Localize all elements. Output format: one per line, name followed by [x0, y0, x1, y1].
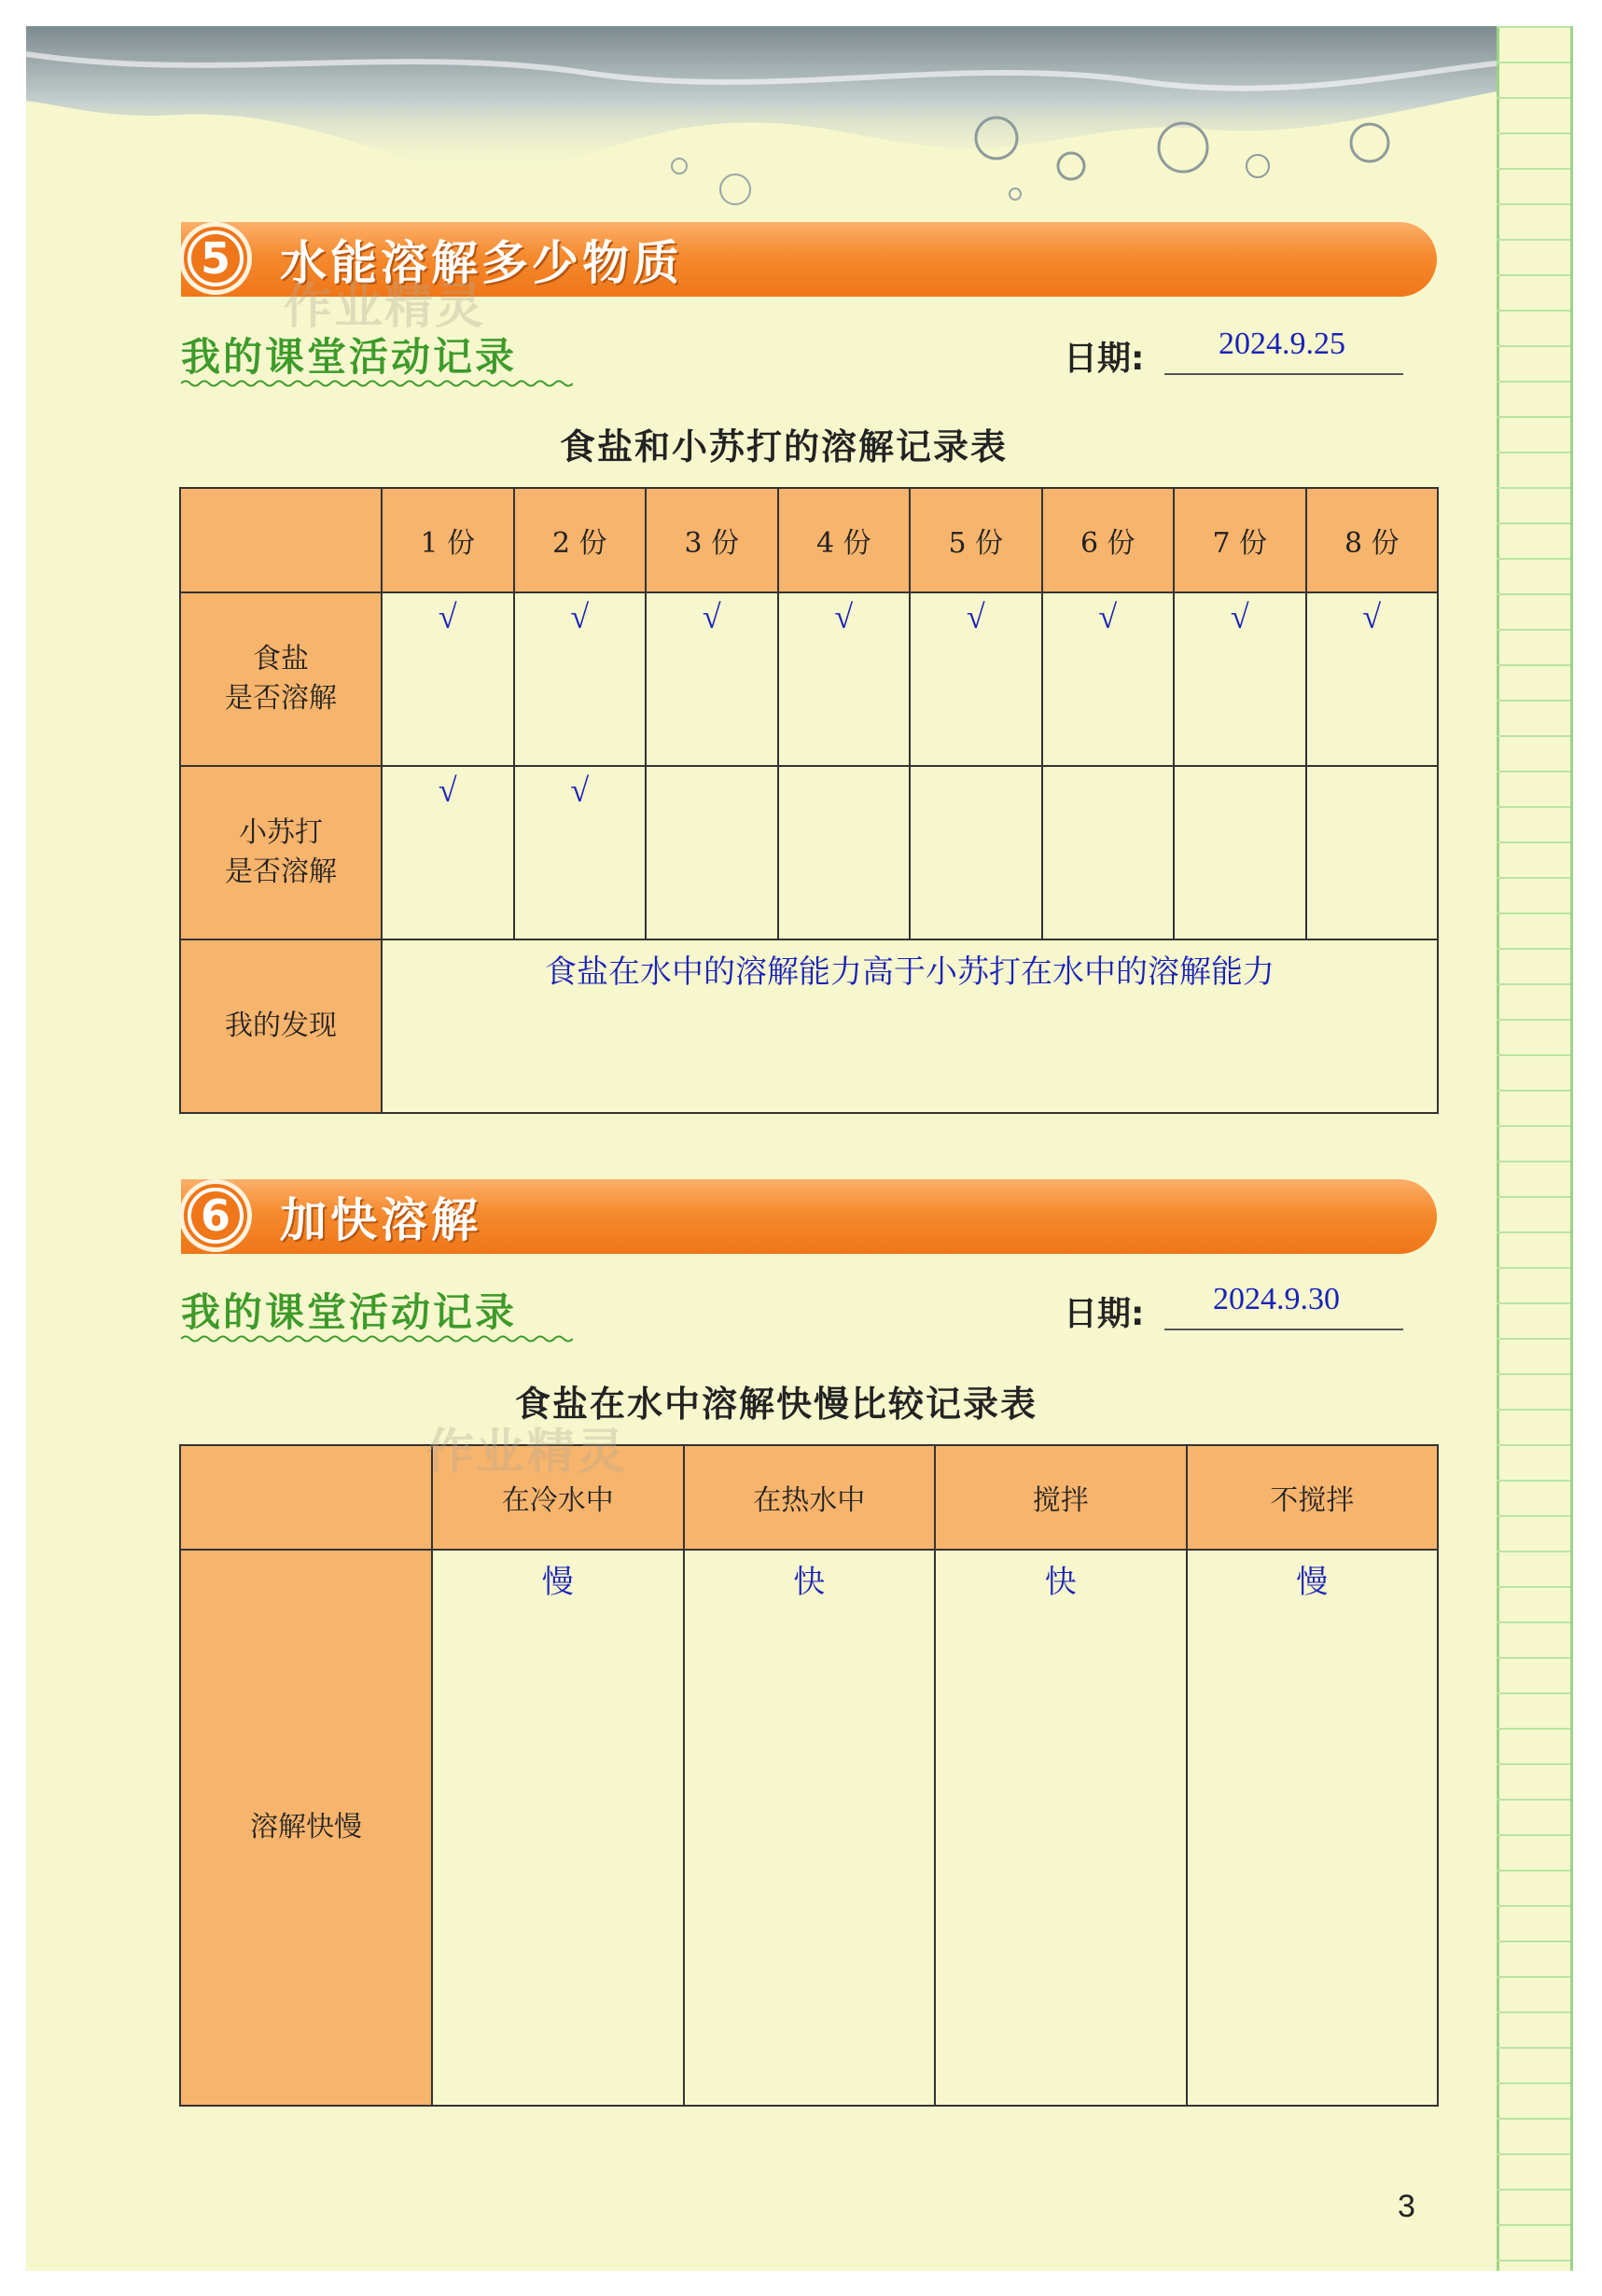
grid-paper-strip — [1497, 26, 1573, 2271]
check-mark: √ — [438, 598, 457, 635]
row-label-line2: 是否溶解 — [225, 856, 337, 888]
workbook-page — [26, 26, 1497, 2271]
column-header: 1 份 — [382, 488, 514, 592]
table-cell — [1174, 592, 1306, 766]
column-header: 在热水中 — [684, 1445, 936, 1550]
table-cell — [910, 766, 1042, 939]
section6-table-title: 食盐在水中溶解快慢比较记录表 — [515, 1384, 1038, 1425]
check-mark: √ — [1362, 598, 1382, 635]
wavy-underline — [181, 379, 573, 388]
table-cell — [1306, 592, 1439, 766]
check-mark: √ — [834, 598, 854, 635]
speed-value: 快 — [793, 1565, 826, 1600]
row-header-salt — [180, 592, 382, 766]
section6-record-label: 我的课堂活动记录 — [181, 1289, 518, 1335]
table-cell — [1306, 766, 1439, 939]
corner-cell — [180, 488, 382, 592]
section6-title: 加快溶解 — [280, 1193, 481, 1247]
speed-value: 慢 — [541, 1565, 574, 1600]
column-header: 6 份 — [1042, 488, 1175, 592]
section5-record-label: 我的课堂活动记录 — [181, 334, 518, 380]
table-cell — [514, 766, 647, 939]
table-cell — [1174, 766, 1306, 939]
column-header: 3 份 — [646, 488, 778, 592]
column-header: 不搅拌 — [1187, 1445, 1439, 1550]
table-cell — [646, 766, 778, 939]
table-cell — [910, 592, 1042, 766]
table-cell — [382, 592, 514, 766]
wavy-underline — [181, 1334, 573, 1343]
speed-value: 快 — [1044, 1565, 1077, 1600]
row-header-baking-soda — [180, 766, 382, 939]
row-label-line2: 是否溶解 — [225, 682, 337, 715]
check-mark: √ — [438, 772, 457, 809]
table-cell — [778, 592, 911, 766]
section5-date-value: 2024.9.25 — [1219, 327, 1345, 361]
check-mark: √ — [570, 772, 590, 809]
watermark: 作业精灵 — [425, 1425, 628, 1481]
check-mark: √ — [702, 598, 721, 635]
water-splash-image — [26, 26, 1497, 222]
table-cell — [646, 592, 778, 766]
section5-date-label: 日期: — [1064, 340, 1145, 378]
table-cell — [1042, 592, 1175, 766]
section6-number-badge: 6 — [179, 1179, 252, 1252]
section6-date-label: 日期: — [1064, 1295, 1145, 1333]
table-cell — [1042, 766, 1175, 939]
table-cell — [935, 1550, 1187, 2106]
table-cell — [778, 766, 911, 939]
speed-value: 慢 — [1296, 1565, 1329, 1600]
table-cell — [1187, 1550, 1439, 2106]
check-mark: √ — [1230, 598, 1249, 635]
row-header-finding: 我的发现 — [180, 939, 382, 1113]
column-header: 2 份 — [514, 488, 647, 592]
section5-number-badge: 5 — [179, 222, 252, 295]
column-header: 在冷水中 — [432, 1445, 684, 1550]
table-cell — [684, 1550, 936, 2106]
row-header-speed: 溶解快慢 — [180, 1550, 432, 2106]
page-number: 3 — [1398, 2189, 1415, 2224]
row-label-line1: 小苏打 — [239, 816, 323, 849]
dissolving-record-table — [179, 487, 1439, 1114]
column-header: 搅拌 — [935, 1445, 1187, 1550]
dissolving-speed-table — [179, 1444, 1439, 2107]
check-mark: √ — [966, 598, 985, 635]
check-mark: √ — [1098, 598, 1118, 635]
corner-cell — [180, 1445, 432, 1550]
section5-table-title: 食盐和小苏打的溶解记录表 — [560, 426, 1009, 467]
watermark: 作业精灵 — [284, 279, 486, 335]
table-cell — [514, 592, 647, 766]
column-header: 5 份 — [910, 488, 1042, 592]
check-mark: √ — [570, 598, 590, 635]
column-header: 7 份 — [1174, 488, 1306, 592]
table-cell — [382, 766, 514, 939]
column-header: 4 份 — [778, 488, 911, 592]
section5-title: 水能溶解多少物质 — [280, 236, 683, 290]
row-label-line1: 食盐 — [253, 643, 309, 675]
section6-date-value: 2024.9.30 — [1213, 1282, 1340, 1316]
finding-text: 食盐在水中的溶解能力高于小苏打在水中的溶解能力 — [382, 939, 1438, 1113]
column-header: 8 份 — [1306, 488, 1439, 592]
table-cell — [432, 1550, 684, 2106]
